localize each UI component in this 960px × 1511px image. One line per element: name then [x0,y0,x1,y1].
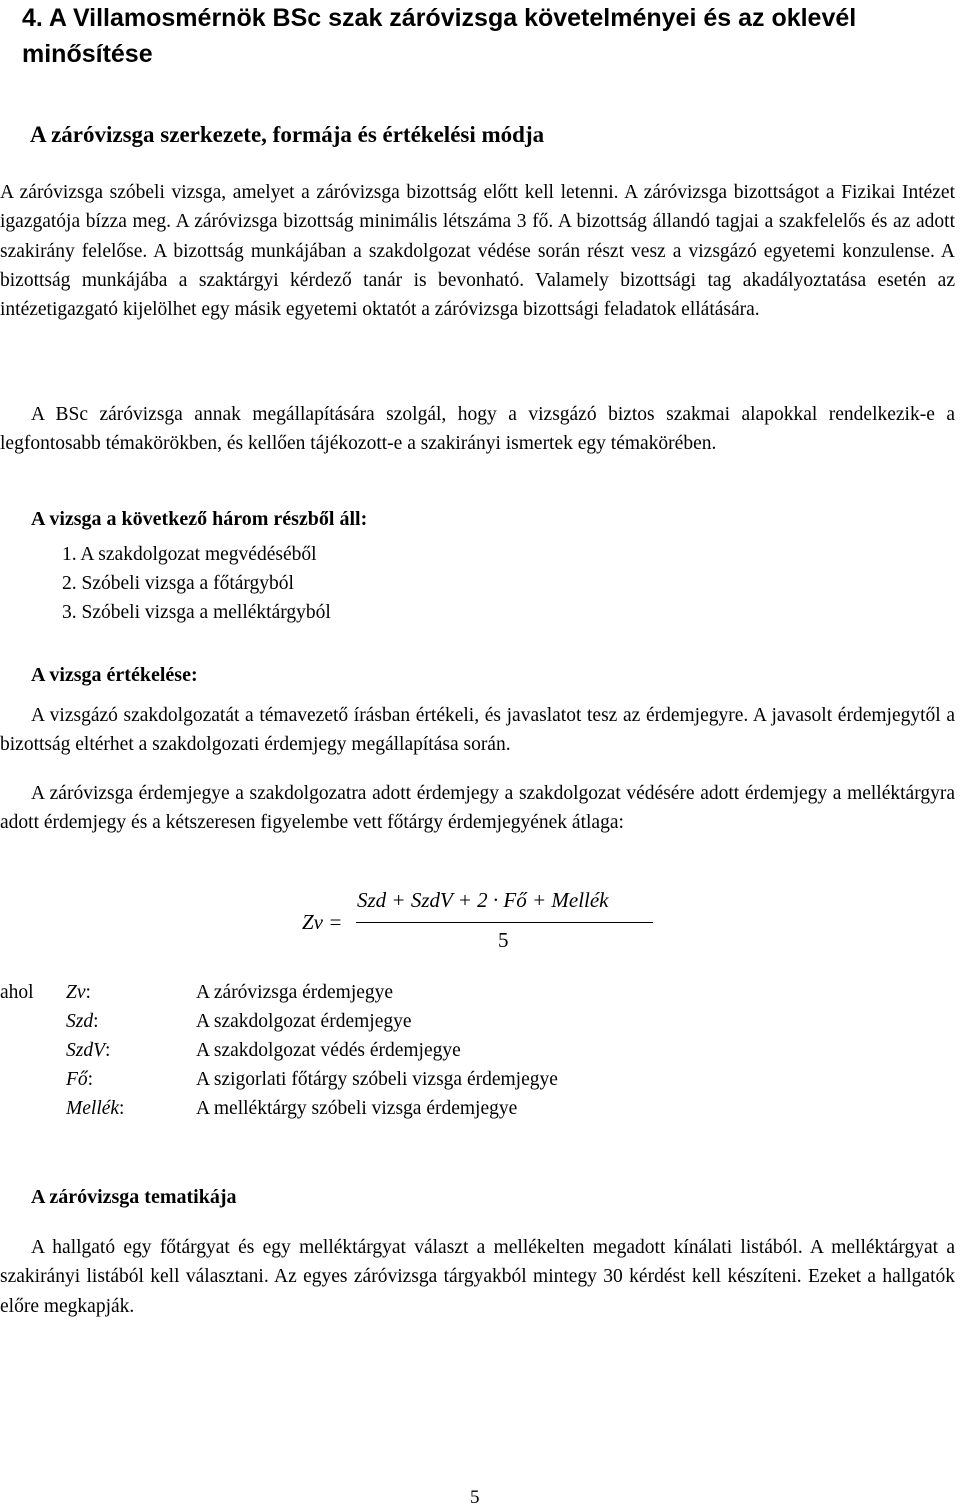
thematics-heading: A záróvizsga tematikája [31,1186,237,1208]
list-item: 2. Szóbeli vizsga a főtárgyból [62,573,294,594]
definition-description: A melléktárgy szóbeli vizsga érdemjegye [196,1098,518,1119]
definition-symbol: Mellék: [66,1098,125,1119]
fraction-bar [356,922,653,923]
formula-lhs: Zv = [302,910,343,934]
definition-description: A szakdolgozat védés érdemjegye [196,1040,461,1061]
list-item: 1. A szakdolgozat megvédéséből [62,544,317,565]
paragraph-evaluation: A vizsgázó szakdolgozatát a témavezető írásban értékeli, és javaslatot tesz az érdemjegyre. A javasolt érdemjegytől a bizottság eltérhet a szakdolgozati érdemjegy megállapítása során. [0,705,955,756]
evaluation-heading: A vizsga értékelése: [31,664,198,686]
paragraph-committee: A záróvizsga szóbeli vizsga, amelyet a záróvizsga bizottság előtt kell letenni. A záróvizsga bizottságot a Fizikai Intézet igazgatója bízza meg. A záróvizsga bizottság minimális létszáma 3 fő. A bizottság állandó tagjai a szakfelelős és az adott szakirány felelőse. A bizottság munkájában a szakdolgozat védése során részt vesz a vizsgázó egyetemi konzulense. A bizottság munkájába a szaktárgyi kérdező tanár is bevonható. Valamely bizottsági tag akadályoztatása esetén az intézetigazgató kijelölhet egy másik egyetemi oktatót a záróvizsga bizottsági feladatok ellátására. [0,182,955,321]
paragraph-thematics: A hallgató egy főtárgyat és egy melléktárgyat választ a mellékelten megadott kínálati listából. A melléktárgyat a szakirányi listából kell választani. Az egyes záróvizsga tárgyakból mintegy 30 kérdést kell készíteni. Ezeket a hallgatók előre megkapják. [0,1237,955,1317]
page-number: 5 [470,1487,480,1508]
paragraph-purpose: A BSc záróvizsga annak megállapítására szolgál, hogy a vizsgázó biztos szakmai alapokkal rendelkezik-e a legfontosabb témakörökben, és kellően tájékozott-e a szakirányi ismertek egy témakörében. [0,404,955,455]
paragraph-average: A záróvizsga érdemjegye a szakdolgozatra adott érdemjegy a szakdolgozat védésére adott érdemjegy a melléktárgyra adott érdemjegy és a kétszeresen figyelembe vett főtárgy érdemjegyének átlaga: [0,783,955,834]
page-title: 4. A Villamosmérnök BSc szak záróvizsga követelményei és az oklevél minősítése [22,4,857,68]
definition-symbol: Zv: [66,982,91,1003]
definition-symbol: SzdV: [66,1040,111,1061]
grade-formula [302,888,662,968]
section-heading-structure: A záróvizsga szerkezete, formája és értékelési módja [30,122,545,147]
list-item: 3. Szóbeli vizsga a melléktárgyból [62,602,331,623]
definition-description: A záróvizsga érdemjegye [196,982,394,1003]
exam-parts-heading: A vizsga a következő három részből áll: [31,508,368,530]
definition-prefix: ahol [0,982,34,1003]
definition-symbol: Szd: [66,1011,99,1032]
formula-denominator: 5 [498,928,509,952]
definition-description: A szakdolgozat érdemjegye [196,1011,412,1032]
definition-symbol: Fő: [66,1069,94,1090]
definition-description: A szigorlati főtárgy szóbeli vizsga érdemjegye [196,1069,558,1090]
formula-numerator: Szd + SzdV + 2 · Fő + Mellék [357,888,609,912]
